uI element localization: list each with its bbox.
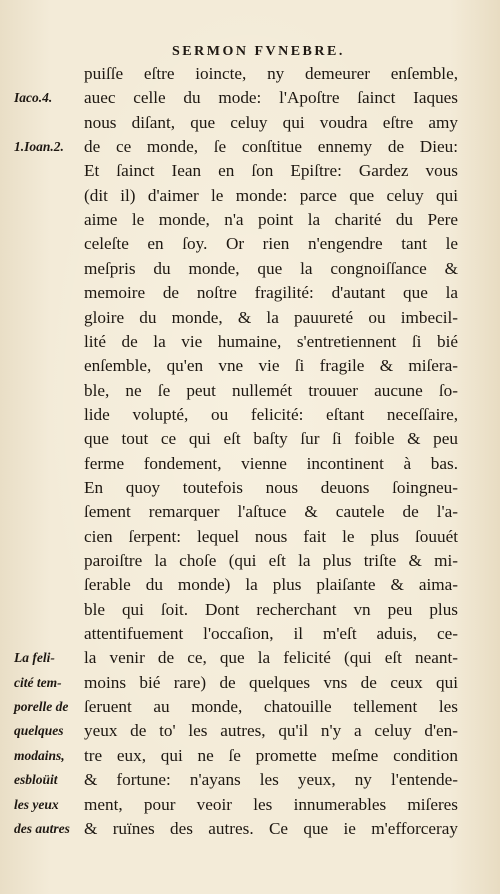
text-line: yeux de to' les autres, qu'il n'y a celuy d'en- [84,721,458,741]
margin-note: 1.Ioan.2. [14,139,64,155]
text-line: ſerable du monde) la plus plaiſante & aima- [84,575,458,595]
text-line: de ce monde, ſe conſtitue ennemy de Dieu: [84,137,458,157]
running-head: SERMON FVNEBRE. [172,44,345,59]
text-line: paroiſtre la choſe (qui eſt la plus triſte & mi- [84,551,458,570]
margin-note: La feli- [14,650,55,666]
text-line: ble qui ſoit. Dont recherchant vn peu plus [84,599,458,619]
text-line: tre eux, qui ne ſe promette meſme condition [84,745,458,765]
text-line: En quoy toutefois nous deuons ſoingneu- [84,477,458,497]
text-line: attentifuement l'occaſion, il m'eſt aduis, ce- [84,624,458,644]
text-line: auec celle du mode: l'Apoſtre ſainct Iaques [84,88,458,108]
text-line: aime le monde, n'a point la charité du Pere [84,210,458,230]
margin-note: porelle de [14,699,69,715]
margin-note: les yeux [14,796,59,812]
margin-note: esbloüit [14,772,58,788]
text-line: ſeruent au monde, chatouille tellement les [84,697,458,717]
text-line: enſemble, qu'en vne vie ſi fragile & miſera- [84,356,458,376]
text-line: & ruïnes des autres. Ce que ie m'efforceray [84,818,458,838]
text-line: puiſſe eſtre ioincte, ny demeurer enſemble, [84,64,458,83]
text-line: lité de la vie humaine, s'entretiennent ſi bié [84,331,458,351]
text-line: ferme fondement, vienne incontinent à bas. [84,453,458,473]
text-line: la venir de ce, que la felicité (qui eſt neant- [84,648,458,668]
text-line: que tout ce qui eſt baſty ſur ſi foible & peu [84,429,458,449]
text-line: nous diſant, que celuy qui voudra eſtre amy [84,112,458,132]
text-line: Et ſainct Iean en ſon Epiſtre: Gardez vous [84,161,458,181]
margin-note: des autres [14,820,70,836]
text-line: moins bié rare) de quelques vns de ceux qui [84,672,458,692]
text-line: memoire de noſtre fragilité: d'autant que la [84,283,458,303]
margin-note: Iaco.4. [14,90,53,106]
text-line: (dit il) d'aimer le monde: parce que celuy qui [84,185,458,205]
text-line: & fortune: n'ayans les yeux, ny l'entende- [84,770,458,790]
text-line: lide volupté, ou felicité: eſtant neceſſaire, [84,404,458,424]
text-line: celeſte en ſoy. Or rien n'engendre tant le [84,234,458,254]
text-line: cien ſerpent: lequel nous fait le plus ſouuét [84,526,458,546]
text-line: ment, pour veoir les innumerables miſeres [84,794,458,814]
text-line: ble, ne ſe peut nullemét trouuer aucune ſo- [84,380,458,400]
text-line: ſement remarquer l'aſtuce & cautele de l'a- [84,502,458,522]
margin-note: quelques [14,723,64,739]
text-line: gloire du monde, & la pauureté ou imbecil- [84,307,458,327]
margin-note: modains, [14,747,65,763]
margin-note: cité tem- [14,674,62,690]
text-line: meſpris du monde, que la congnoiſſance & [84,258,458,278]
